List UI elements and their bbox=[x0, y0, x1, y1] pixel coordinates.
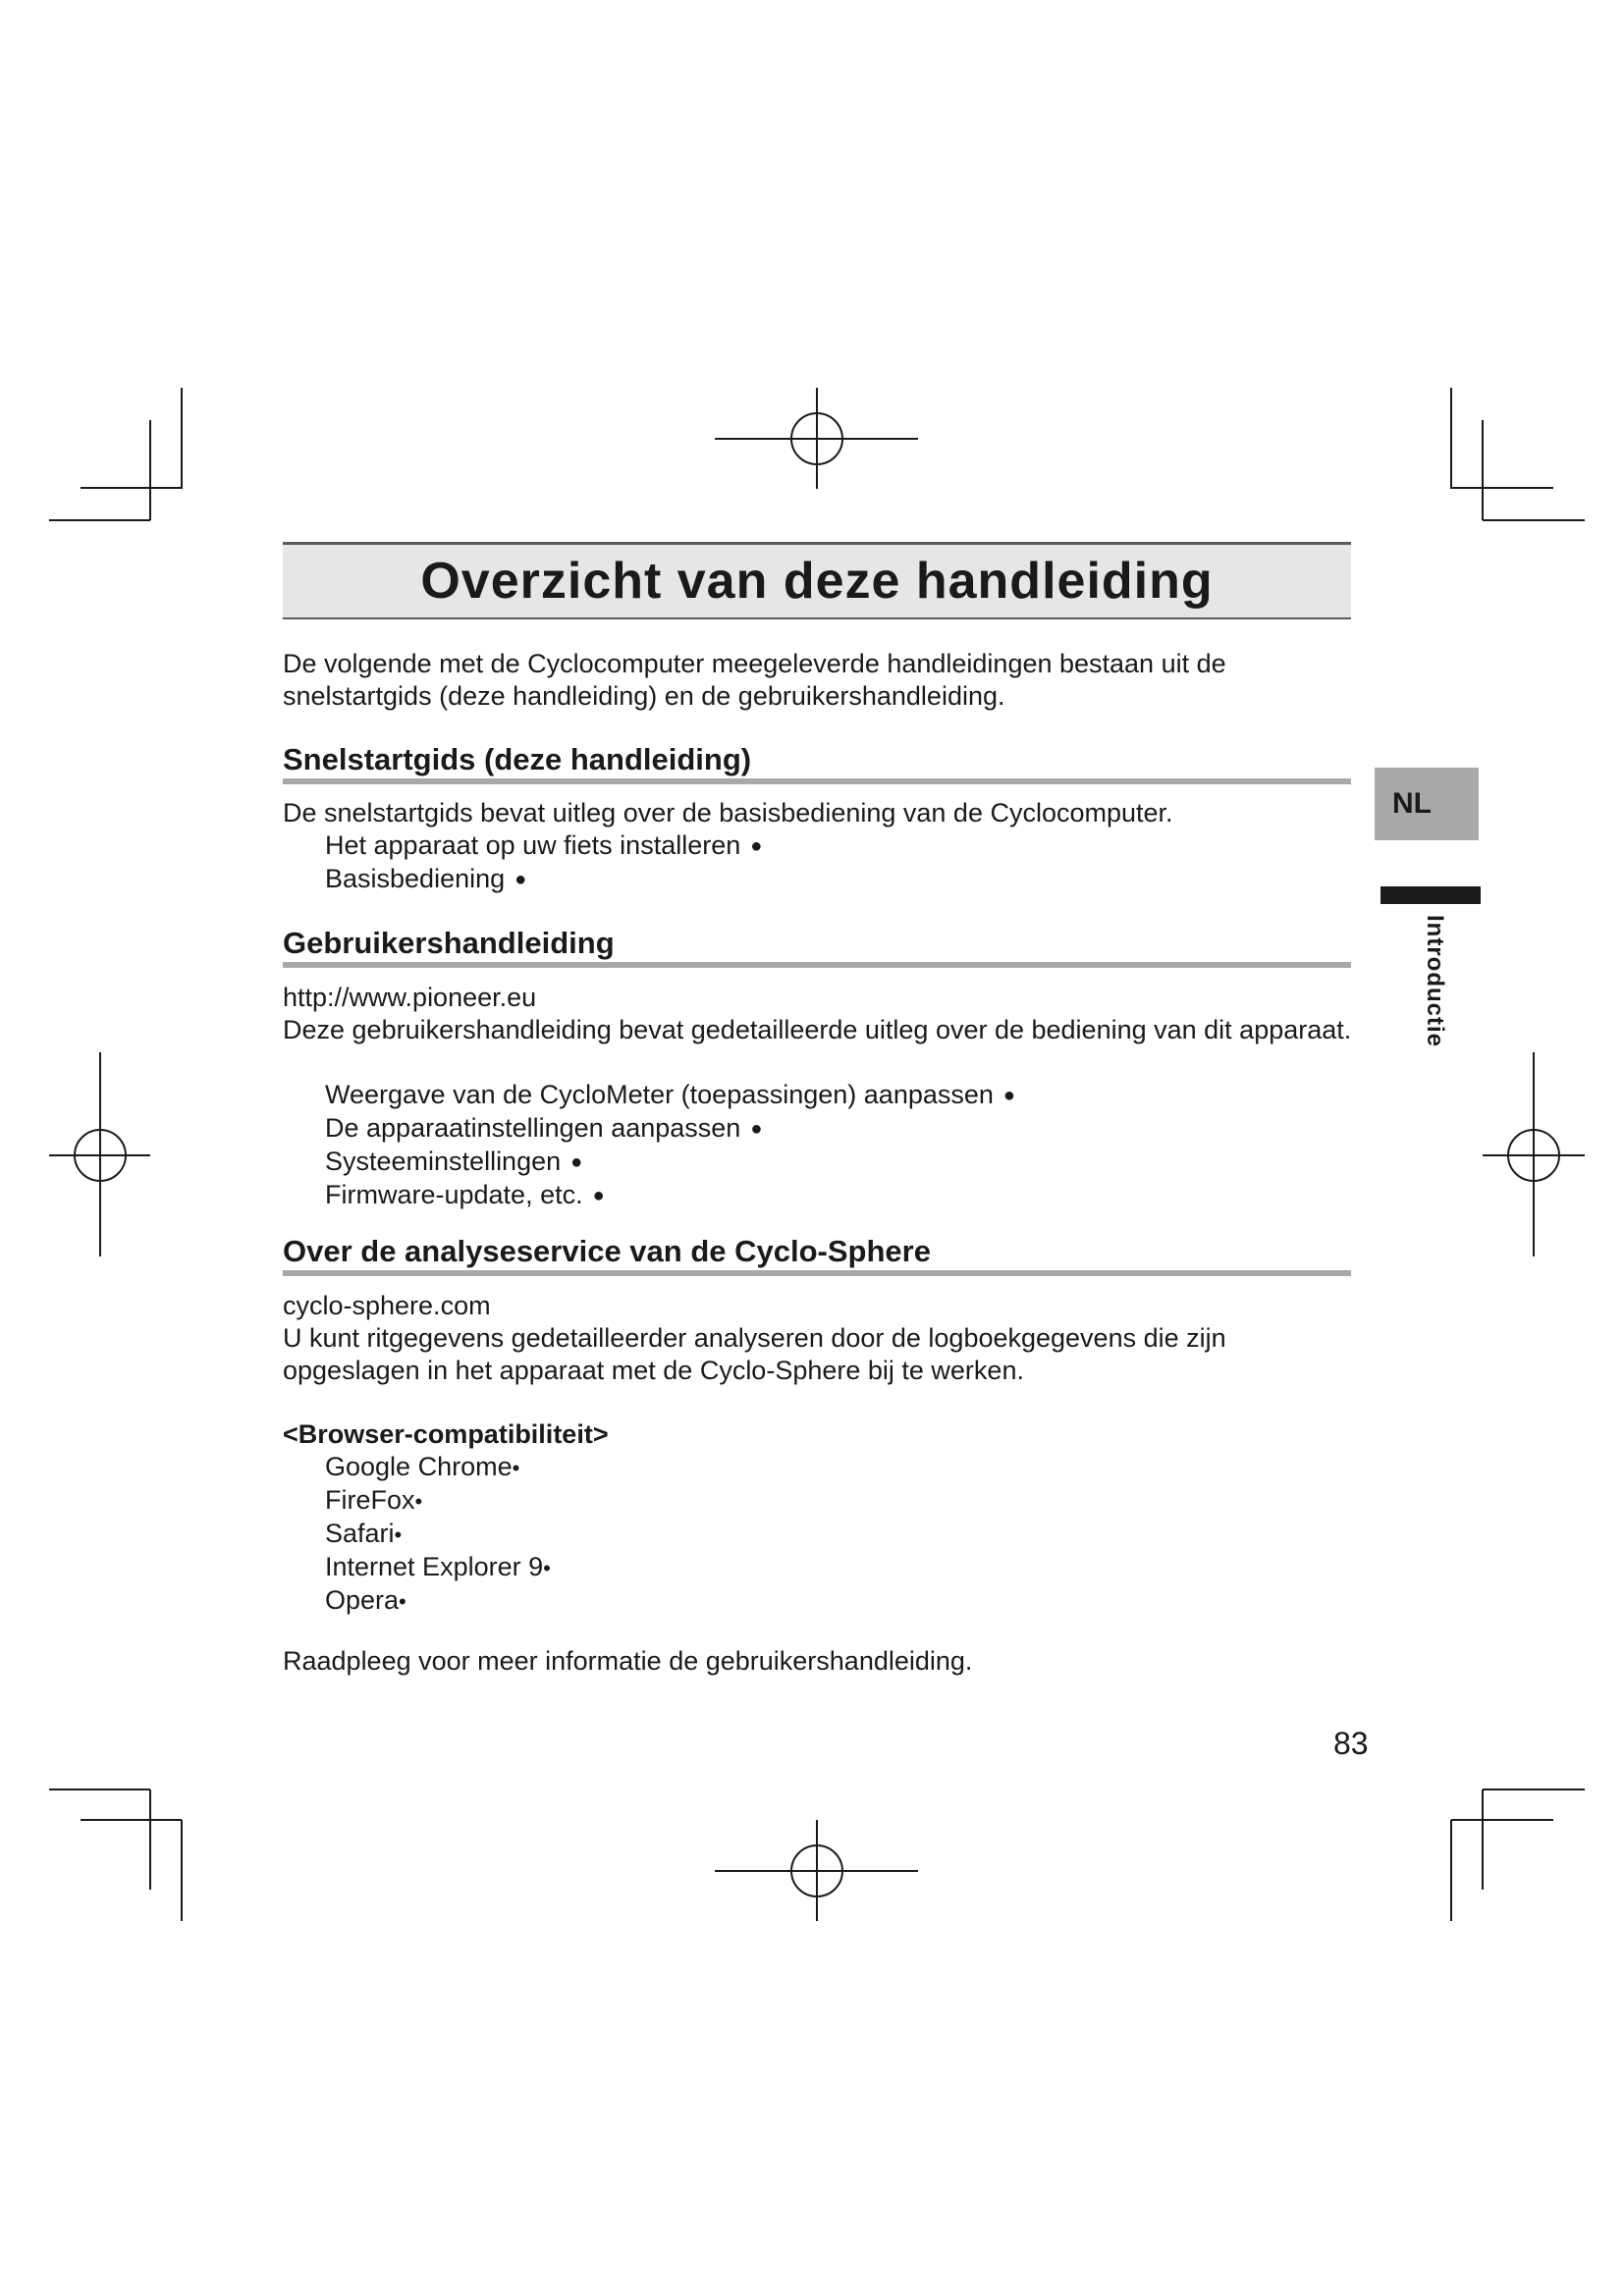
page-title: Overzicht van deze handleiding bbox=[420, 553, 1214, 610]
bullet-icon: ● bbox=[514, 869, 527, 890]
list-item: Google Chrome• bbox=[325, 1452, 520, 1481]
side-section-label: Introductie bbox=[1422, 915, 1448, 1047]
usermanual-list bbox=[325, 1079, 1015, 1212]
list-item: Opera• bbox=[325, 1585, 406, 1615]
bullet-icon: ● bbox=[592, 1185, 605, 1206]
bullet-icon: ● bbox=[570, 1151, 583, 1173]
bullet-icon: • bbox=[543, 1556, 551, 1580]
language-tab bbox=[1375, 768, 1479, 840]
title-banner bbox=[283, 542, 1351, 619]
intro-text: De volgende met de Cyclocomputer meegeleverde handleidingen bestaan uit de snelstartgids (deze handleiding) en de gebruikershandleiding. bbox=[283, 649, 1226, 711]
bullet-icon: • bbox=[414, 1489, 423, 1514]
quickstart-list bbox=[325, 829, 762, 896]
bullet-icon: • bbox=[512, 1456, 520, 1480]
bullet-icon: ● bbox=[750, 1118, 763, 1140]
list-item: Basisbediening ● bbox=[325, 864, 527, 893]
side-section-bar bbox=[1380, 886, 1481, 904]
list-item: Het apparaat op uw fiets installeren ● bbox=[325, 830, 763, 860]
browser-list bbox=[325, 1451, 551, 1618]
footer-note: Raadpleeg voor meer informatie de gebruikershandleiding. bbox=[283, 1646, 973, 1676]
bullet-icon: • bbox=[394, 1522, 403, 1547]
browser-compat-heading: <Browser-compatibiliteit> bbox=[283, 1419, 609, 1449]
list-item: Weergave van de CycloMeter (toepassingen) aanpassen ● bbox=[325, 1080, 1015, 1109]
cyclosphere-body: U kunt ritgegevens gedetailleerder analyseren door de logboekgegevens die zijn opgeslagen in het apparaat met de Cyclo-Sphere bij te werken. bbox=[283, 1323, 1226, 1385]
page-number: 83 bbox=[1333, 1726, 1369, 1761]
section-heading-quickstart: Snelstartgids (deze handleiding) bbox=[283, 741, 1351, 784]
usermanual-body: Deze gebruikershandleiding bevat gedetailleerde uitleg over de bediening van dit apparaat. bbox=[283, 1015, 1352, 1044]
cyclosphere-url[interactable]: cyclo-sphere.com bbox=[283, 1291, 491, 1320]
list-item: FireFox• bbox=[325, 1485, 423, 1515]
section-heading-cyclosphere: Over de analyseservice van de Cyclo-Sphere bbox=[283, 1233, 1351, 1276]
bullet-icon: ● bbox=[1002, 1085, 1015, 1106]
bullet-icon: • bbox=[399, 1589, 406, 1614]
list-item: Firmware-update, etc. ● bbox=[325, 1180, 605, 1209]
list-item: Systeeminstellingen ● bbox=[325, 1147, 583, 1176]
list-item: De apparaatinstellingen aanpassen ● bbox=[325, 1113, 763, 1143]
language-label: NL bbox=[1392, 787, 1432, 820]
list-item: Internet Explorer 9• bbox=[325, 1552, 551, 1581]
usermanual-url[interactable]: http://www.pioneer.eu bbox=[283, 983, 537, 1012]
bullet-icon: ● bbox=[750, 835, 763, 857]
quickstart-body: De snelstartgids bevat uitleg over de basisbediening van de Cyclocomputer. bbox=[283, 798, 1173, 828]
section-heading-usermanual: Gebruikershandleiding bbox=[283, 925, 1351, 968]
list-item: Safari• bbox=[325, 1519, 403, 1548]
